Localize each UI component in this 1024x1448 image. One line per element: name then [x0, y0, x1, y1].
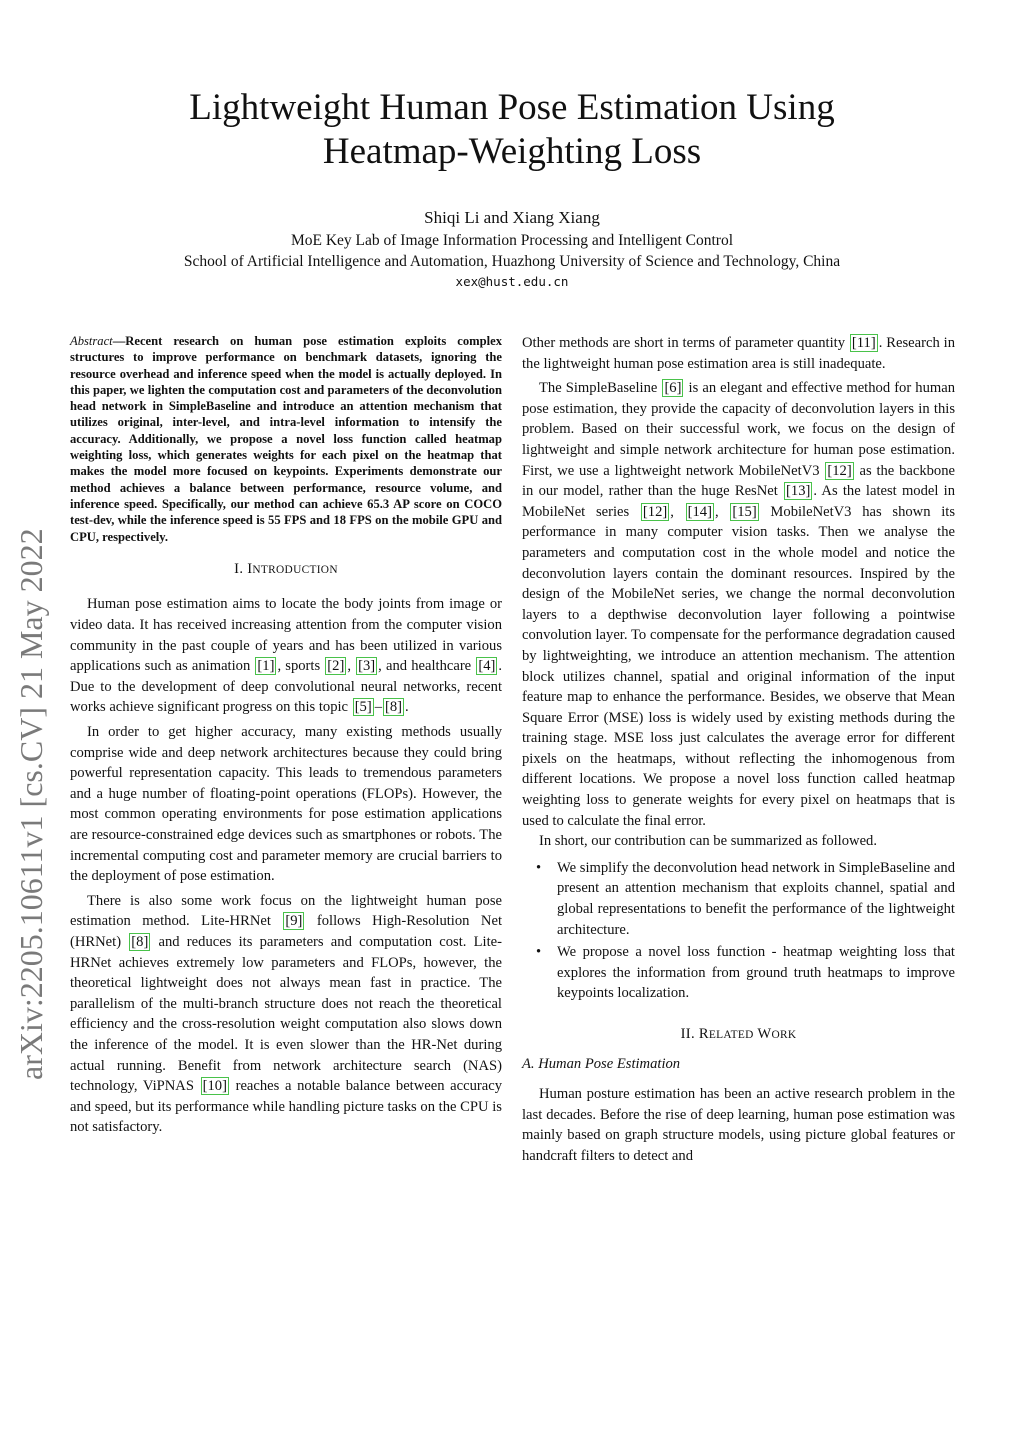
bullet-icon: • — [536, 859, 542, 876]
left-column — [70, 333, 502, 1138]
abstract — [70, 333, 502, 545]
arxiv-stamp: arXiv:2205.10611v1 [cs.CV] 21 May 2022 — [13, 528, 49, 1080]
title-line-2: Heatmap-Weighting Loss — [322, 131, 702, 172]
citation-link[interactable]: [15] — [732, 503, 757, 520]
contribution-list — [522, 858, 955, 1004]
citation-link[interactable]: [11] — [851, 335, 876, 351]
intro-paragraph-1: Human pose estimation aims to locate the body joints from image or video data. It has received increasing attention from the computer vision community in the past couple of years and has been utilized in various applications such as animation [1] , sports [2] , [3] , and healthcare [4] . Due to the development of deep convolutional neural networks, recent works achieve significant progress on this topic [5] – [8] . — [70, 596, 503, 716]
bullet-icon: • — [536, 944, 542, 961]
subsection-heading: A. Human Pose Estimation — [522, 1055, 681, 1072]
citation-link[interactable]: [12] — [642, 503, 668, 520]
intro-paragraph-3: There is also some work focus on the lightweight human pose estimation method. Lite-HRNet [9] follows High-Resolution Net (HRNet) [8] and reduces its parameters and computation cost. Lite-HRNet achieves extremely low parameters and FLOPs, however, the theoretical lightweight does not always mean fast in practice. The parallelism of the multi-branch structure does not reach the theoretical efficiency and the cross-resolution weight computation also slows down the inference of the model. It is even slower than the HR-Net during actual running. Benefit from network architecture search (NAS) technology, ViPNAS [10] reaches a notable balance between accuracy and speed, but its performance while handling picture tasks on the CPU is not satisfactory. — [70, 892, 503, 1136]
abstract-label: Abstract — [70, 334, 113, 348]
affiliation-lab: MoE Key Lab of Image Information Processing and Intelligent Control — [290, 232, 734, 249]
citation-link[interactable]: [8] — [385, 699, 403, 716]
citation-link[interactable]: [14] — [687, 503, 712, 520]
affiliation-school: School of Artificial Intelligence and Automation, Huazhong University of Science and Technology, China — [183, 253, 841, 270]
citation-link[interactable]: [12] — [827, 462, 852, 479]
related-work-paragraph: Human posture estimation has been an active research problem in the last decades. Before the rise of deep learning, human pose estimation was mainly based on graph structure models, using picture global features or handcraft filters to detect and — [522, 1086, 955, 1164]
intro-paragraph-4: Other methods are short in terms of parameter quantity [11] . Research in the lightweight human pose estimation area is still inadequate. — [522, 335, 955, 372]
section-heading-related-work: II. RELATED WORK — [680, 1026, 797, 1042]
paper-title — [100, 86, 924, 174]
intro-paragraph-2: In order to get higher accuracy, many existing methods usually comprise wide and deep network architectures because they could bring powerful representation capacity. This leads to tremendous parameters and a huge number of floating-point operations (FLOPs). However, the most common operating environments for pose estimation applications are resource-constrained edge devices such as smartphones or robots. The incremental computing cost and parameter memory are crucial barriers to the deployment of pose estimation. — [70, 724, 502, 885]
citation-link[interactable]: [2] — [327, 658, 345, 675]
section-heading-introduction: I. INTRODUCTION — [234, 560, 338, 577]
citation-link[interactable]: [4] — [478, 658, 496, 675]
citation-link[interactable]: [5] — [354, 699, 372, 716]
citation-link[interactable]: [1] — [257, 658, 275, 675]
authors: Shiqi Li and Xiang Xiang — [424, 208, 600, 227]
citation-link[interactable]: [9] — [285, 913, 303, 930]
citation-link[interactable]: [8] — [131, 933, 149, 950]
list-item: • We simplify the deconvolution head network in SimpleBaseline and present an attention mechanism that exploits channel, spatial and global representations to benefit the performance of the lightweight architecture. — [536, 859, 955, 938]
author-email[interactable]: xex@hust.edu.cn — [455, 274, 569, 289]
right-column — [522, 333, 955, 1167]
citation-link[interactable]: [3] — [358, 658, 376, 675]
citation-link[interactable]: [13] — [786, 483, 811, 500]
intro-paragraph-5: The SimpleBaseline [6] is an elegant and effective method for human pose estimation, they provide the capacity of deconvolution layers in this problem. Based on their successful work, we focus on the design of lightweight and simple network architecture for human pose estimation. First, we use a lightweight network MobileNetV3 [12] as the backbone in our model, rather than the huge ResNet [13] . As the latest model in MobileNet series [12] , [14] , [15] MobileNetV3 has shown its performance in many computer vision tasks. Then we analyse the parameters and computation cost in the whole model and notice the deconvolution layers contain the dominant resources. Inspired by the design of the MobileNet series, we change the normal deconvolution layers to a depthwise deconvolution layer following a pointwise convolution layer. To compensate for the performance degradation caused by lightweighting, we introduce an attention mechanism. The attention block utilizes channel, spatial and original information of the input feature map to enhance the performance. Besides, we observe that Mean Square Error (MSE) loss is widely used by existing methods during the training stage. MSE loss just calculates the average error for different pixels on the heatmaps, without reflecting the inhomogenous from different locations. We propose a novel loss function called heatmap weighting loss to generate weights for every pixel on heatmaps that is used to calculate the final error. — [522, 380, 956, 829]
citation-link[interactable]: [10] — [202, 1078, 227, 1095]
abstract-text: —Recent research on human pose estimation exploits complex structures to improve performance on benchmark datasets, ignoring the resource overhead and inference speed when the model is actually deployed. In this paper, we lighten the computation cost and parameters of the deconvolution head network in SimpleBaseline and introduce an attention mechanism that utilizes original, inter-level, and intra-level information to intensify the accuracy. Additionally, we propose a novel loss function called heatmap weighting loss, which generates weights for each pixel on the heatmap that makes the model more focused on keypoints. Experiments demonstrate our method achieves a balance between performance, resource volume, and inference speed. Specifically, our method can achieve 65.3 AP score on COCO test-dev, while the inference speed is 55 FPS and 18 FPS on the mobile GPU and CPU, respectively. — [70, 334, 502, 544]
title-line-1: Lightweight Human Pose Estimation Using — [189, 87, 835, 128]
list-item: • We propose a novel loss function - heatmap weighting loss that explores the information from ground truth heatmaps to improve keypoints localization. — [536, 944, 955, 1002]
citation-link[interactable]: [6] — [664, 380, 682, 397]
contribution-intro: In short, our contribution can be summarized as followed. — [539, 833, 878, 850]
